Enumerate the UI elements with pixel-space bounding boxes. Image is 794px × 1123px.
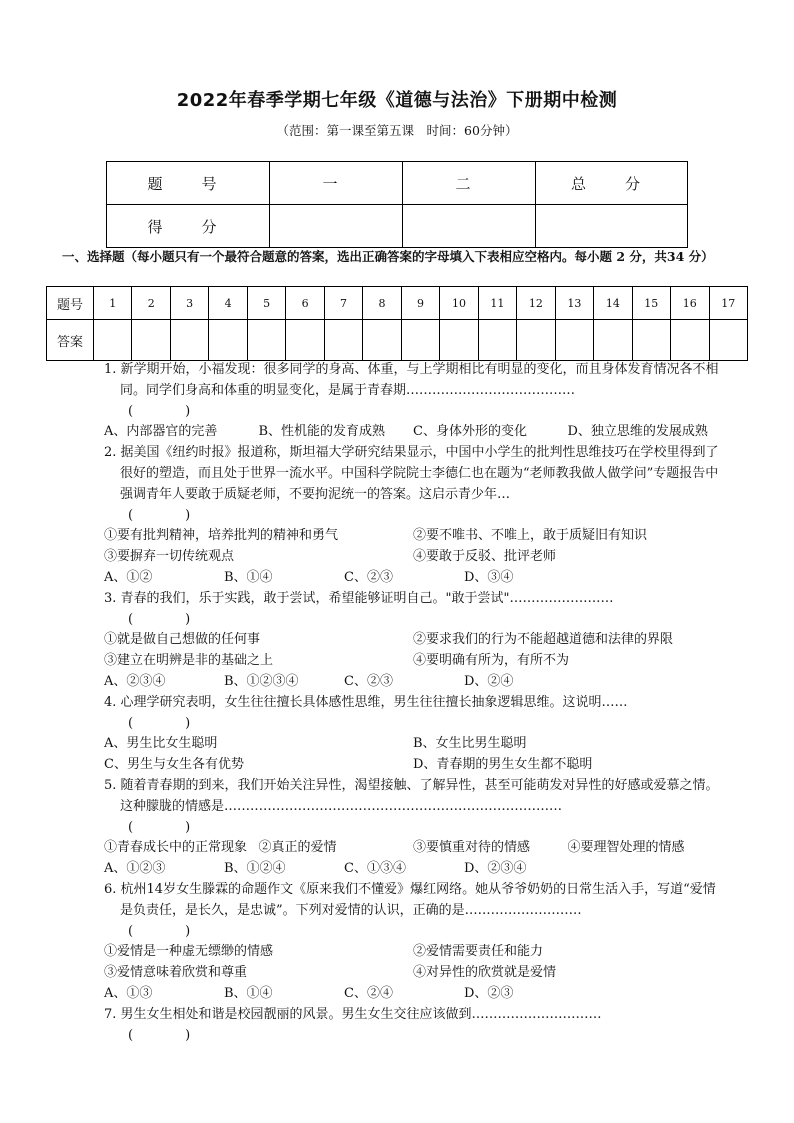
choice-c[interactable]: C、①③④ bbox=[344, 861, 406, 877]
choice-a[interactable]: A、①②③ bbox=[104, 861, 166, 877]
page-title: 2022年春季学期七年级《道德与法治》下册期中检测 bbox=[176, 90, 618, 111]
question-stem: 4. 心理学研究表明，女生往往擅长具体感性思维，男生往往擅长抽象逻辑思维。这说明…… bbox=[104, 694, 628, 710]
question-number: 6 bbox=[286, 287, 324, 320]
choice-b[interactable]: B、①②④ bbox=[224, 861, 286, 877]
score-table bbox=[106, 161, 688, 248]
score-field-part1[interactable] bbox=[270, 205, 403, 248]
section-heading: 一、选择题（每小题只有一个最符合题意的答案，选出正确答案的字母填入下表相应空格内。每小题 2 分，共34 分） bbox=[62, 249, 714, 264]
question-5 bbox=[104, 776, 722, 880]
statement-4: ④对异性的欣赏就是爱情 bbox=[413, 965, 557, 981]
score-field-part2[interactable] bbox=[403, 205, 536, 248]
choice-d[interactable]: D、②③④ bbox=[464, 861, 527, 877]
choice-b[interactable]: B、①④ bbox=[224, 985, 273, 1001]
choice-a[interactable]: A、②③④ bbox=[104, 673, 166, 689]
choice-d[interactable]: D、独立思维的发展成熟 bbox=[567, 424, 708, 440]
choice-d[interactable]: D、青春期的男生女生都不聪明 bbox=[413, 757, 593, 773]
answer-cell[interactable] bbox=[94, 320, 132, 361]
choice-d[interactable]: D、②④ bbox=[464, 673, 514, 689]
choice-row bbox=[104, 672, 722, 693]
statement-row bbox=[104, 963, 722, 984]
answer-blank[interactable]: ( ) bbox=[128, 715, 191, 731]
answer-cell[interactable] bbox=[170, 320, 208, 361]
question-number: 13 bbox=[555, 287, 593, 320]
statement-4: ④要明确有所为，有所不为 bbox=[413, 653, 570, 669]
choice-c[interactable]: C、②③ bbox=[344, 673, 393, 689]
question-number: 17 bbox=[709, 287, 748, 320]
statement-3: ③要摒弃一切传统观点 bbox=[104, 549, 235, 565]
statement-row bbox=[104, 838, 722, 859]
score-table-header-row bbox=[107, 162, 688, 205]
answer-cell[interactable] bbox=[440, 320, 478, 361]
question-number: 5 bbox=[247, 287, 285, 320]
statement-1: ①爱情是一种虚无缥缈的情感 bbox=[104, 944, 274, 960]
answer-cell[interactable] bbox=[594, 320, 632, 361]
choice-row bbox=[104, 568, 722, 589]
question-list bbox=[104, 360, 722, 1046]
answer-cell[interactable] bbox=[632, 320, 670, 361]
choice-a[interactable]: A、①② bbox=[104, 569, 153, 585]
question-1 bbox=[104, 360, 722, 443]
question-number: 11 bbox=[478, 287, 516, 320]
choice-c[interactable]: C、男生与女生各有优势 bbox=[104, 757, 244, 773]
answer-cell[interactable] bbox=[324, 320, 362, 361]
statement-2: ②爱情需要责任和能力 bbox=[413, 944, 544, 960]
choice-row bbox=[104, 734, 722, 755]
question-number: 8 bbox=[363, 287, 401, 320]
statement-3: ③要慎重对待的情感 bbox=[413, 840, 531, 856]
score-field-total[interactable] bbox=[536, 205, 688, 248]
statement-4: ④要敢于反驳、批评老师 bbox=[413, 549, 557, 565]
question-stem: 5. 随着青春期的到来，我们开始关注异性，渴望接触、了解异性，甚至可能萌发对异性的好感或爱慕之情。这种朦胧的情感是…………………………………………………………………… bbox=[104, 777, 719, 814]
statement-1: ①青春成长中的正常现象 bbox=[104, 840, 248, 856]
choice-row bbox=[104, 984, 722, 1005]
question-4 bbox=[104, 693, 722, 776]
answer-blank[interactable]: ( ) bbox=[128, 507, 191, 523]
answer-blank[interactable]: ( ) bbox=[128, 611, 191, 627]
question-stem: 6. 杭州14岁女生滕霖的命题作文《原来我们不懂爱》爆红网络。她从爷爷奶奶的日常生活入手，写道“爱情是负责任，是长久，是忠诚”。下列对爱情的认识，正确的是……………………… bbox=[104, 881, 716, 918]
score-row-label: 得 分 bbox=[107, 205, 270, 248]
page-subtitle: （范围：第一课至第五课 时间：60分钟） bbox=[276, 123, 518, 138]
answer-table-answer-row bbox=[47, 320, 748, 361]
choice-b[interactable]: B、①④ bbox=[224, 569, 273, 585]
statement-1: ①要有批判精神，培养批判的精神和勇气 bbox=[104, 528, 339, 544]
choice-d[interactable]: D、②③ bbox=[464, 985, 514, 1001]
question-3 bbox=[104, 589, 722, 693]
question-number: 15 bbox=[632, 287, 670, 320]
question-number: 4 bbox=[209, 287, 247, 320]
answer-cell[interactable] bbox=[209, 320, 247, 361]
choice-a[interactable]: A、男生比女生聪明 bbox=[104, 736, 218, 752]
answer-blank[interactable]: ( ) bbox=[128, 819, 191, 835]
choice-c[interactable]: C、身体外形的变化 bbox=[413, 424, 527, 440]
statement-1: ①就是做自己想做的任何事 bbox=[104, 632, 261, 648]
answer-table bbox=[46, 286, 748, 361]
answer-cell[interactable] bbox=[132, 320, 170, 361]
question-number: 3 bbox=[170, 287, 208, 320]
answer-cell[interactable] bbox=[555, 320, 593, 361]
choice-c[interactable]: C、②③ bbox=[344, 569, 393, 585]
statement-row bbox=[104, 526, 722, 547]
question-number: 7 bbox=[324, 287, 362, 320]
choice-a[interactable]: A、内部器官的完善 bbox=[104, 424, 218, 440]
question-stem: 2. 据美国《纽约时报》报道称，斯坦福大学研究结果显示，中国中小学生的批判性思维技巧在学校里得到了很好的塑造，而且处于世界一流水平。中国科学院院士李德仁也在题为“老师教我做人做学问”专题报告中强调青年人要敢于质疑老师，不要拘泥统一的答案。这启示青少年… bbox=[104, 445, 719, 502]
answer-cell[interactable] bbox=[286, 320, 324, 361]
choice-b[interactable]: B、①②③④ bbox=[224, 673, 299, 689]
statement-4: ④要理智处理的情感 bbox=[567, 840, 685, 856]
choice-row bbox=[104, 755, 722, 776]
answer-cell[interactable] bbox=[401, 320, 439, 361]
statement-row bbox=[104, 547, 722, 568]
score-cell-part2: 二 bbox=[403, 162, 536, 205]
statement-2: ②要求我们的行为不能超越道德和法律的界限 bbox=[413, 632, 674, 648]
question-number: 9 bbox=[401, 287, 439, 320]
answer-blank[interactable]: ( ) bbox=[128, 1027, 191, 1043]
choice-c[interactable]: C、②④ bbox=[344, 985, 393, 1001]
score-table-score-row bbox=[107, 205, 688, 248]
answer-table-number-row bbox=[47, 287, 748, 320]
answer-cell[interactable] bbox=[247, 320, 285, 361]
question-number: 14 bbox=[594, 287, 632, 320]
answer-blank[interactable]: ( ) bbox=[128, 403, 191, 419]
choice-b[interactable]: B、女生比男生聪明 bbox=[413, 736, 527, 752]
answer-table-number-label: 题号 bbox=[47, 287, 94, 320]
question-number: 12 bbox=[517, 287, 555, 320]
score-cell-part1: 一 bbox=[270, 162, 403, 205]
choice-row bbox=[104, 859, 722, 880]
question-stem: 3. 青春的我们，乐于实践，敢于尝试，希望能够证明自己。"敢于尝试"…………………… bbox=[104, 590, 614, 606]
answer-table-answer-label: 答案 bbox=[47, 320, 94, 361]
question-number: 10 bbox=[440, 287, 478, 320]
question-stem: 7. 男生女生相处和谐是校园靓丽的风景。男生女生交往应该做到………………………… bbox=[104, 1006, 602, 1022]
answer-cell[interactable] bbox=[363, 320, 401, 361]
question-number: 16 bbox=[671, 287, 709, 320]
choice-a[interactable]: A、①③ bbox=[104, 985, 153, 1001]
question-6 bbox=[104, 880, 722, 1005]
choice-row bbox=[104, 422, 722, 443]
statement-3: ③爱情意味着欣赏和尊重 bbox=[104, 965, 248, 981]
question-2 bbox=[104, 443, 722, 589]
question-7 bbox=[104, 1005, 722, 1047]
question-number: 1 bbox=[94, 287, 132, 320]
statement-row bbox=[104, 630, 722, 651]
answer-cell[interactable] bbox=[517, 320, 555, 361]
answer-cell[interactable] bbox=[478, 320, 516, 361]
statement-3: ③建立在明辨是非的基础之上 bbox=[104, 653, 274, 669]
answer-cell[interactable] bbox=[709, 320, 748, 361]
answer-cell[interactable] bbox=[671, 320, 709, 361]
statement-row bbox=[104, 651, 722, 672]
statement-2: ②真正的爱情 bbox=[258, 840, 337, 856]
question-stem: 1. 新学期开始，小福发现：很多同学的身高、体重，与上学期相比有明显的变化，而且身体发育情况各不相同。同学们身高和体重的明显变化，是属于青春期………………………………… bbox=[104, 362, 719, 398]
score-cell-total: 总 分 bbox=[536, 162, 688, 205]
choice-b[interactable]: B、性机能的发育成熟 bbox=[258, 424, 386, 440]
statement-row bbox=[104, 942, 722, 963]
score-cell-label: 题 号 bbox=[107, 162, 270, 205]
choice-d[interactable]: D、③④ bbox=[464, 569, 514, 585]
statement-2: ②要不唯书、不唯上，敢于质疑旧有知识 bbox=[413, 528, 648, 544]
question-number: 2 bbox=[132, 287, 170, 320]
answer-blank[interactable]: ( ) bbox=[128, 923, 191, 939]
